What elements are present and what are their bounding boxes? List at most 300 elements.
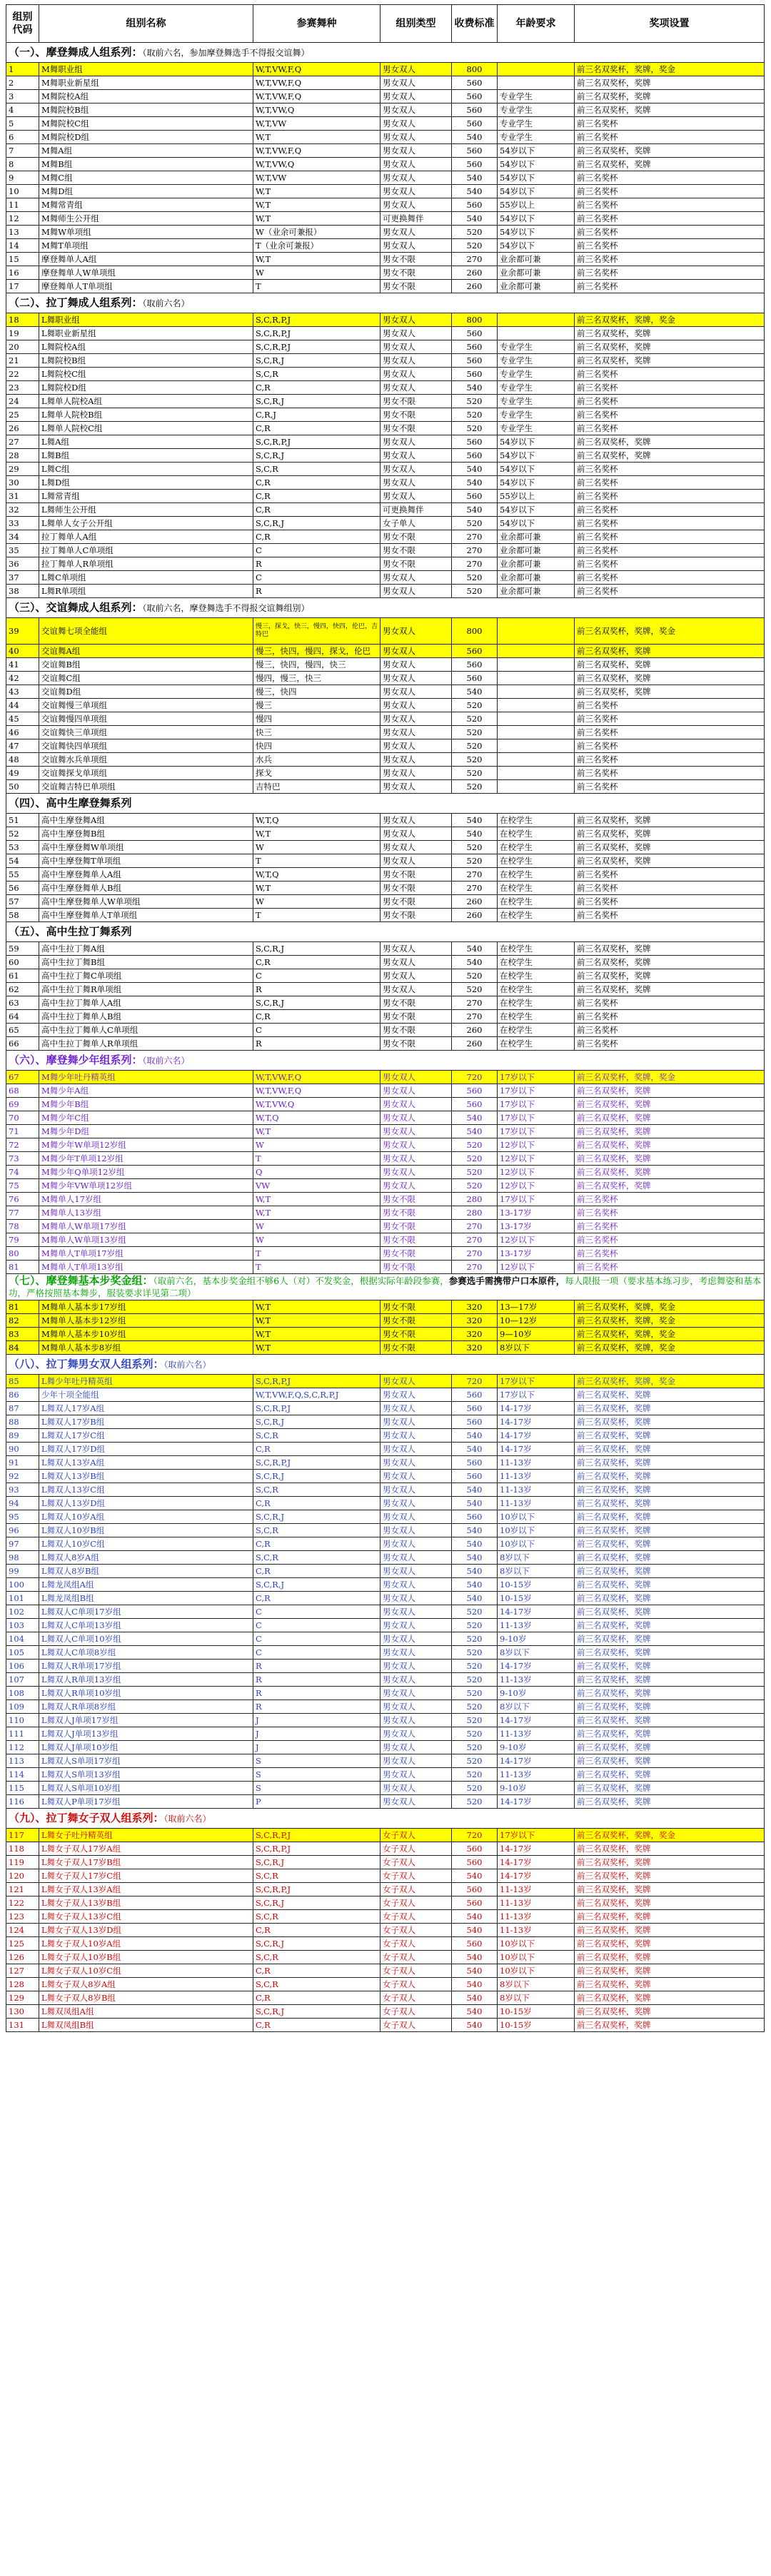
cell-fee: 520 [452, 969, 498, 983]
cell-dances: 探戈 [253, 767, 381, 780]
table-row [6, 1782, 765, 1795]
cell-code: 55 [6, 868, 39, 882]
table-row [6, 909, 765, 922]
cell-fee: 270 [452, 1010, 498, 1024]
cell-name: L舞双人C单项13岁组 [39, 1619, 253, 1632]
cell-fee: 560 [452, 1896, 498, 1910]
cell-code: 119 [6, 1856, 39, 1869]
cell-name: L舞双人17岁B组 [39, 1415, 253, 1429]
table-row [6, 571, 765, 585]
section-title [6, 794, 765, 814]
cell-fee: 720 [452, 1375, 498, 1388]
cell-fee: 540 [452, 503, 498, 517]
cell-dances: W,T [253, 1300, 381, 1314]
cell-name: 摩登舞单人W单项组 [39, 266, 253, 280]
cell-award: 前三名奖杯 [575, 422, 765, 435]
table-row [6, 1024, 765, 1037]
cell-age [498, 76, 575, 90]
cell-code: 122 [6, 1896, 39, 1910]
cell-type: 男女不限 [381, 408, 452, 422]
cell-award: 前三名双奖杯，奖牌 [575, 1551, 765, 1565]
cell-age: 专业学生 [498, 340, 575, 354]
cell-age [498, 313, 575, 327]
cell-name: L舞双人17岁C组 [39, 1429, 253, 1443]
cell-name: L舞女子双人10岁A组 [39, 1937, 253, 1951]
table-row [6, 144, 765, 158]
cell-code: 6 [6, 131, 39, 144]
cell-award: 前三名双奖杯，奖牌 [575, 1456, 765, 1470]
section-header [6, 293, 765, 313]
cell-fee: 520 [452, 1741, 498, 1754]
cell-dances: C [253, 1646, 381, 1660]
cell-code: 27 [6, 435, 39, 449]
cell-fee: 520 [452, 1727, 498, 1741]
cell-type: 男女双人 [381, 103, 452, 117]
section-title [6, 1809, 765, 1829]
cell-code: 17 [6, 280, 39, 293]
cell-award: 前三名奖杯 [575, 239, 765, 253]
table-row [6, 517, 765, 530]
cell-type: 男女双人 [381, 226, 452, 239]
cell-code: 108 [6, 1687, 39, 1700]
table-row [6, 1470, 765, 1483]
cell-age: 12岁以下 [498, 1261, 575, 1274]
cell-code: 30 [6, 476, 39, 490]
table-row [6, 253, 765, 266]
cell-fee: 540 [452, 212, 498, 226]
cell-code: 15 [6, 253, 39, 266]
table-row [6, 1896, 765, 1910]
cell-fee: 540 [452, 131, 498, 144]
cell-code: 35 [6, 544, 39, 557]
cell-dances: W,T [253, 185, 381, 198]
section-title [6, 293, 765, 313]
cell-fee: 560 [452, 354, 498, 368]
cell-dances: W,T [253, 1328, 381, 1341]
cell-name: M舞少年C组 [39, 1111, 253, 1125]
cell-name: 拉丁舞单人C单项组 [39, 544, 253, 557]
section-title-text: （六）、摩登舞少年组系列： [9, 1053, 143, 1066]
section-note: （取前六名） [163, 1813, 211, 1824]
table-row [6, 672, 765, 685]
table-row [6, 618, 765, 645]
cell-type: 男女双人 [381, 76, 452, 90]
cell-award: 前三名奖杯 [575, 395, 765, 408]
cell-award: 前三名奖杯 [575, 226, 765, 239]
cell-type: 男女双人 [381, 712, 452, 726]
cell-type: 男女双人 [381, 942, 452, 956]
cell-type: 男女双人 [381, 1795, 452, 1809]
cell-dances: C,R [253, 1924, 381, 1937]
cell-fee: 520 [452, 1795, 498, 1809]
section-header [6, 1274, 765, 1300]
table-row [6, 1660, 765, 1673]
cell-fee: 520 [452, 422, 498, 435]
cell-age: 17岁以下 [498, 1098, 575, 1111]
cell-award: 前三名双奖杯，奖牌，奖金 [575, 313, 765, 327]
cell-age: 11-13岁 [498, 1470, 575, 1483]
cell-code: 1 [6, 63, 39, 76]
cell-code: 19 [6, 327, 39, 340]
table-row [6, 814, 765, 827]
cell-name: L舞单人院校B组 [39, 408, 253, 422]
cell-name: L舞院校B组 [39, 354, 253, 368]
cell-age [498, 327, 575, 340]
cell-age: 业余都可兼 [498, 280, 575, 293]
table-row [6, 476, 765, 490]
table-row [6, 90, 765, 103]
cell-name: M舞少年W单项12岁组 [39, 1138, 253, 1152]
cell-age: 11-13岁 [498, 1924, 575, 1937]
cell-type: 男女双人 [381, 658, 452, 672]
cell-code: 50 [6, 780, 39, 794]
cell-age: 12岁以下 [498, 1233, 575, 1247]
cell-name: L舞女子双人17岁B组 [39, 1856, 253, 1869]
table-row [6, 1510, 765, 1524]
table-row [6, 1314, 765, 1328]
cell-name: L舞双凤组B组 [39, 2019, 253, 2032]
cell-age: 14-17岁 [498, 1415, 575, 1429]
cell-type: 男女双人 [381, 63, 452, 76]
cell-age [498, 753, 575, 767]
cell-code: 77 [6, 1206, 39, 1220]
cell-award: 前三名双奖杯，奖牌，奖金 [575, 1300, 765, 1314]
cell-award: 前三名双奖杯，奖牌 [575, 1084, 765, 1098]
cell-dances: C,R [253, 956, 381, 969]
cell-name: 交谊舞A组 [39, 645, 253, 658]
cell-dances: J [253, 1727, 381, 1741]
cell-type: 男女双人 [381, 956, 452, 969]
cell-name: L舞女子双人13岁A组 [39, 1883, 253, 1896]
cell-age: 在校学生 [498, 854, 575, 868]
cell-age: 11-13岁 [498, 1910, 575, 1924]
cell-award: 前三名双奖杯，奖牌 [575, 685, 765, 699]
cell-age: 8岁以下 [498, 1978, 575, 1991]
cell-age: 专业学生 [498, 368, 575, 381]
cell-dances: C,R,J [253, 408, 381, 422]
cell-code: 82 [6, 1314, 39, 1328]
table-row [6, 1565, 765, 1578]
cell-code: 16 [6, 266, 39, 280]
cell-type: 女子双人 [381, 1883, 452, 1896]
cell-type: 男女双人 [381, 90, 452, 103]
cell-fee: 560 [452, 158, 498, 171]
cell-type: 男女不限 [381, 557, 452, 571]
cell-name: L舞双人P单项17岁组 [39, 1795, 253, 1809]
table-row [6, 313, 765, 327]
cell-name: M舞少年吐丹精英组 [39, 1071, 253, 1084]
cell-dances: W [253, 841, 381, 854]
cell-dances: R [253, 1687, 381, 1700]
header-award: 奖项设置 [575, 5, 765, 43]
cell-dances: W,T [253, 1206, 381, 1220]
cell-award: 前三名奖杯 [575, 212, 765, 226]
cell-award: 前三名奖杯 [575, 1220, 765, 1233]
cell-fee: 540 [452, 1578, 498, 1592]
cell-award: 前三名双奖杯，奖牌 [575, 1619, 765, 1632]
cell-award: 前三名双奖杯，奖牌 [575, 354, 765, 368]
cell-award: 前三名双奖杯，奖牌 [575, 1991, 765, 2005]
cell-name: L舞双人S单项17岁组 [39, 1754, 253, 1768]
cell-dances: S,C,R,J [253, 449, 381, 463]
section-title [6, 1274, 765, 1300]
cell-name: M舞职业组 [39, 63, 253, 76]
cell-age: 在校学生 [498, 996, 575, 1010]
cell-name: L舞院校A组 [39, 340, 253, 354]
cell-fee: 540 [452, 1978, 498, 1991]
cell-fee: 560 [452, 103, 498, 117]
cell-type: 女子双人 [381, 1869, 452, 1883]
cell-age: 在校学生 [498, 1024, 575, 1037]
cell-name: L舞双人17岁D组 [39, 1443, 253, 1456]
cell-award: 前三名双奖杯，奖牌 [575, 1937, 765, 1951]
table-row [6, 1978, 765, 1991]
cell-fee: 320 [452, 1314, 498, 1328]
table-row [6, 1206, 765, 1220]
cell-dances: S,C,R,P,J [253, 435, 381, 449]
cell-name: L舞少年吐丹精英组 [39, 1375, 253, 1388]
cell-code: 80 [6, 1247, 39, 1261]
cell-name: M舞单人基本步12岁组 [39, 1314, 253, 1328]
cell-name: L舞龙凤组B组 [39, 1592, 253, 1605]
cell-code: 12 [6, 212, 39, 226]
cell-dances: S [253, 1768, 381, 1782]
cell-type: 男女不限 [381, 868, 452, 882]
cell-code: 45 [6, 712, 39, 726]
cell-age: 11-13岁 [498, 1456, 575, 1470]
cell-age: 专业学生 [498, 395, 575, 408]
cell-code: 9 [6, 171, 39, 185]
table-row [6, 1456, 765, 1470]
cell-type: 女子双人 [381, 1937, 452, 1951]
table-row [6, 1632, 765, 1646]
table-row [6, 1010, 765, 1024]
cell-code: 24 [6, 395, 39, 408]
cell-dances: T [253, 909, 381, 922]
cell-fee: 520 [452, 1687, 498, 1700]
cell-name: 少年十项全能组 [39, 1388, 253, 1402]
cell-code: 10 [6, 185, 39, 198]
table-row [6, 1179, 765, 1193]
cell-age: 14-17岁 [498, 1402, 575, 1415]
section-title [6, 598, 765, 618]
cell-fee: 560 [452, 490, 498, 503]
cell-type: 女子双人 [381, 2019, 452, 2032]
cell-type: 男女双人 [381, 1632, 452, 1646]
cell-fee: 270 [452, 1233, 498, 1247]
cell-type: 男女不限 [381, 895, 452, 909]
table-row [6, 1497, 765, 1510]
cell-type: 女子双人 [381, 1964, 452, 1978]
cell-code: 101 [6, 1592, 39, 1605]
cell-dances: S,C,R,J [253, 1470, 381, 1483]
cell-award: 前三名双奖杯，奖牌 [575, 1910, 765, 1924]
cell-dances: W,T,VW [253, 171, 381, 185]
cell-code: 65 [6, 1024, 39, 1037]
table-row [6, 2019, 765, 2032]
cell-award: 前三名双奖杯，奖牌 [575, 1632, 765, 1646]
header-code: 组别代码 [6, 5, 39, 43]
cell-dances: W,T,VW,F,Q [253, 1071, 381, 1084]
table-row [6, 882, 765, 895]
cell-age: 54岁以下 [498, 185, 575, 198]
cell-fee: 540 [452, 2005, 498, 2019]
cell-fee: 560 [452, 1415, 498, 1429]
cell-type: 男女不限 [381, 1037, 452, 1051]
cell-dances: S,C,R [253, 1483, 381, 1497]
cell-type: 男女双人 [381, 1456, 452, 1470]
cell-age: 专业学生 [498, 103, 575, 117]
cell-award: 前三名双奖杯，奖牌 [575, 841, 765, 854]
cell-award: 前三名双奖杯，奖牌 [575, 1510, 765, 1524]
cell-fee: 540 [452, 1524, 498, 1537]
cell-age: 在校学生 [498, 895, 575, 909]
cell-dances: W,T [253, 1341, 381, 1355]
cell-fee: 260 [452, 895, 498, 909]
cell-code: 13 [6, 226, 39, 239]
table-row [6, 645, 765, 658]
cell-type: 女子双人 [381, 1978, 452, 1991]
cell-fee: 540 [452, 476, 498, 490]
cell-code: 96 [6, 1524, 39, 1537]
cell-age: 11-13岁 [498, 1727, 575, 1741]
cell-dances: T [253, 854, 381, 868]
cell-fee: 520 [452, 726, 498, 739]
cell-dances: S [253, 1782, 381, 1795]
cell-age [498, 672, 575, 685]
section-note: （取前六名，摩登舞选手不得报交谊舞组别） [142, 602, 310, 613]
cell-dances: C [253, 544, 381, 557]
cell-fee: 560 [452, 1510, 498, 1524]
cell-fee: 540 [452, 2019, 498, 2032]
cell-age [498, 645, 575, 658]
cell-name: 拉丁舞单人R单项组 [39, 557, 253, 571]
cell-award: 前三名双奖杯，奖牌 [575, 1497, 765, 1510]
cell-name: 交谊舞七项全能组 [39, 618, 253, 645]
cell-name: M舞师生公开组 [39, 212, 253, 226]
cell-type: 男女双人 [381, 969, 452, 983]
cell-name: L舞女子吐丹精英组 [39, 1829, 253, 1842]
cell-code: 102 [6, 1605, 39, 1619]
cell-age [498, 767, 575, 780]
table-row [6, 381, 765, 395]
cell-dances: W [253, 1138, 381, 1152]
cell-type: 男女双人 [381, 1727, 452, 1741]
cell-dances: 快三 [253, 726, 381, 739]
cell-code: 70 [6, 1111, 39, 1125]
section-note: （取前六名） [142, 1055, 190, 1066]
cell-age [498, 726, 575, 739]
cell-type: 男女双人 [381, 1646, 452, 1660]
cell-award: 前三名奖杯 [575, 895, 765, 909]
cell-dances: 慢四 [253, 712, 381, 726]
cell-code: 26 [6, 422, 39, 435]
cell-name: M舞单人基本步10岁组 [39, 1328, 253, 1341]
cell-award: 前三名奖杯 [575, 280, 765, 293]
cell-fee: 520 [452, 239, 498, 253]
table-row [6, 1300, 765, 1314]
cell-type: 男女双人 [381, 739, 452, 753]
cell-award: 前三名双奖杯，奖牌 [575, 1152, 765, 1166]
cell-name: M舞T单项组 [39, 239, 253, 253]
cell-fee: 520 [452, 1714, 498, 1727]
cell-award: 前三名双奖杯，奖牌 [575, 672, 765, 685]
cell-fee: 520 [452, 226, 498, 239]
cell-name: L舞双人8岁B组 [39, 1565, 253, 1578]
cell-code: 23 [6, 381, 39, 395]
section-header [6, 598, 765, 618]
header-row [6, 5, 765, 43]
cell-name: 高中生摩登舞T单项组 [39, 854, 253, 868]
cell-dances: S,C,R [253, 1551, 381, 1565]
cell-name: 交谊舞D组 [39, 685, 253, 699]
cell-type: 男女不限 [381, 1024, 452, 1037]
table-row [6, 1937, 765, 1951]
cell-fee: 540 [452, 814, 498, 827]
cell-type: 女子双人 [381, 1951, 452, 1964]
cell-fee: 560 [452, 1402, 498, 1415]
cell-age: 9-10岁 [498, 1782, 575, 1795]
cell-fee: 520 [452, 517, 498, 530]
cell-code: 43 [6, 685, 39, 699]
cell-type: 男女双人 [381, 1700, 452, 1714]
cell-fee: 520 [452, 1782, 498, 1795]
cell-type: 男女双人 [381, 1470, 452, 1483]
cell-fee: 540 [452, 1924, 498, 1937]
table-row [6, 1037, 765, 1051]
cell-dances: S,C,R,P,J [253, 1456, 381, 1470]
cell-dances: S,C,R,J [253, 1937, 381, 1951]
cell-name: L舞女子双人13岁B组 [39, 1896, 253, 1910]
cell-name: L舞双人R单项13岁组 [39, 1673, 253, 1687]
cell-name: L舞D组 [39, 476, 253, 490]
cell-type: 男女双人 [381, 1578, 452, 1592]
cell-type: 男女不限 [381, 1341, 452, 1355]
cell-code: 128 [6, 1978, 39, 1991]
cell-age: 55岁以上 [498, 490, 575, 503]
cell-code: 69 [6, 1098, 39, 1111]
cell-age: 17岁以下 [498, 1829, 575, 1842]
table-row [6, 1883, 765, 1896]
cell-award: 前三名双奖杯，奖牌 [575, 983, 765, 996]
cell-award: 前三名奖杯 [575, 571, 765, 585]
cell-age: 14-17岁 [498, 1869, 575, 1883]
cell-code: 47 [6, 739, 39, 753]
cell-type: 男女不限 [381, 1328, 452, 1341]
cell-name: L舞双人J单项17岁组 [39, 1714, 253, 1727]
cell-fee: 540 [452, 1551, 498, 1565]
cell-name: L舞双人R单项8岁组 [39, 1700, 253, 1714]
cell-award: 前三名奖杯 [575, 408, 765, 422]
cell-age: 14-17岁 [498, 1856, 575, 1869]
cell-dances: C,R [253, 1592, 381, 1605]
cell-type: 男女双人 [381, 685, 452, 699]
cell-fee: 560 [452, 435, 498, 449]
cell-code: 3 [6, 90, 39, 103]
cell-fee: 520 [452, 1660, 498, 1673]
cell-name: L舞单人院校C组 [39, 422, 253, 435]
cell-code: 58 [6, 909, 39, 922]
cell-type: 男女双人 [381, 780, 452, 794]
cell-award: 前三名双奖杯，奖牌 [575, 1138, 765, 1152]
cell-name: 高中生拉丁舞单人A组 [39, 996, 253, 1010]
cell-award: 前三名奖杯 [575, 699, 765, 712]
cell-dances: W,T,VW,F,Q,S,C,R,P,J [253, 1388, 381, 1402]
cell-code: 44 [6, 699, 39, 712]
cell-award: 前三名双奖杯，奖牌 [575, 1687, 765, 1700]
header-fee: 收费标准 [452, 5, 498, 43]
cell-dances: W [253, 1220, 381, 1233]
